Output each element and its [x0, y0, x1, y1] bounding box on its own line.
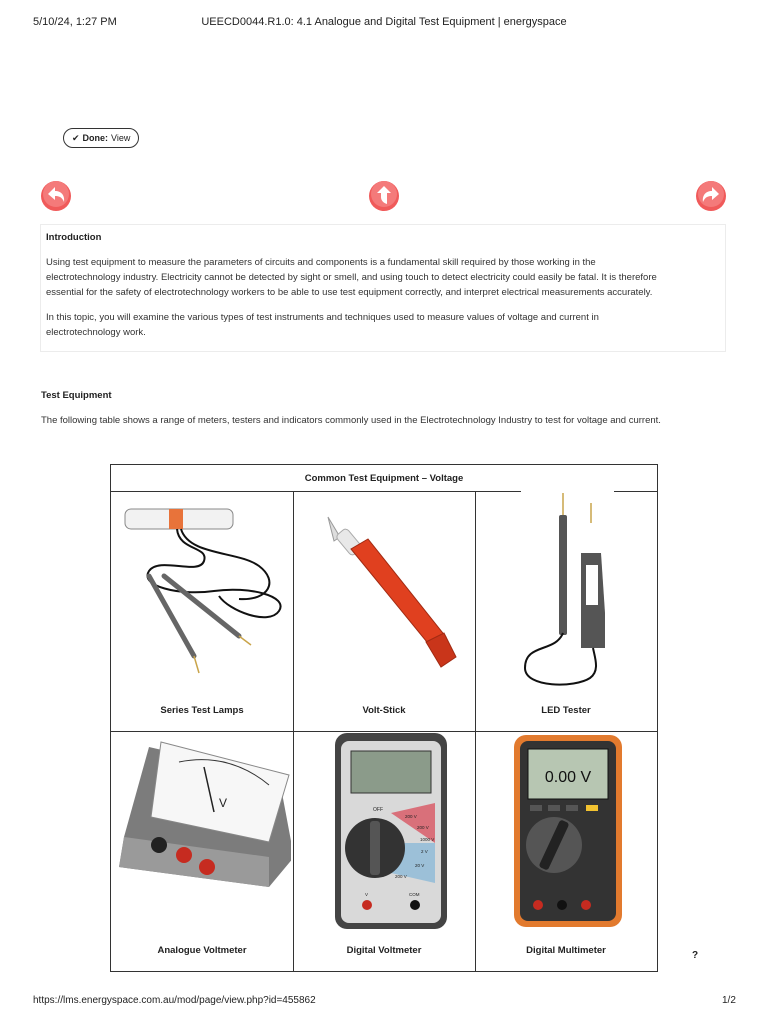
- table-divider: [475, 731, 476, 971]
- caption-digital-voltmeter: Digital Voltmeter: [346, 945, 422, 956]
- dvm-range-label: 1000 V: [420, 837, 435, 842]
- dvm-range-label: 20 V: [415, 863, 425, 868]
- completion-badge[interactable]: [63, 128, 139, 148]
- table-title: Common Test Equipment – Voltage: [304, 472, 464, 484]
- up-arrow-icon[interactable]: [368, 180, 400, 212]
- meter-unit-label: V: [219, 796, 228, 810]
- caption-volt-stick: Volt-Stick: [362, 705, 406, 716]
- dvm-range-label: 200 V: [405, 814, 417, 819]
- introduction-panel: [40, 224, 726, 352]
- done-value: View: [111, 133, 131, 143]
- series-test-lamps-image: [119, 501, 289, 676]
- table-divider: [475, 491, 476, 732]
- table-divider: [293, 731, 294, 971]
- footer-url: https://lms.energyspace.com.au/mod/page/view.php?id=455862: [33, 995, 316, 1006]
- page-title: UEECD0044.R1.0: 4.1 Analogue and Digital Test Equipment | energyspace: [201, 16, 567, 28]
- help-icon[interactable]: ?: [692, 950, 699, 961]
- dvm-off-label: OFF: [373, 807, 383, 813]
- back-arrow-icon[interactable]: [40, 180, 72, 212]
- forward-arrow-icon[interactable]: [695, 180, 727, 212]
- caption-series-test-lamps: Series Test Lamps: [160, 705, 244, 716]
- intro-paragraph-line: electrotechnology industry. Electricity cannot be detected by sight or smell, and using touch to detect electricity could easily be fatal. It is therefore: [46, 272, 657, 283]
- equipment-table: [110, 464, 658, 972]
- intro-paragraph-line: essential for the safety of electrotechnology workers to be able to use test equipment correctly, and interpret electrical measurements accurately.: [46, 287, 653, 298]
- digital-multimeter-image: [514, 735, 622, 927]
- intro-heading: Introduction: [46, 232, 102, 243]
- table-divider: [614, 491, 658, 492]
- check-icon: ✔: [72, 132, 80, 143]
- dvm-terminal-label: V: [365, 892, 369, 897]
- digital-voltmeter-image: [335, 733, 447, 929]
- table-divider: [111, 731, 657, 732]
- table-divider: [111, 491, 521, 492]
- caption-led-tester: LED Tester: [541, 705, 591, 716]
- led-tester-image: [515, 493, 635, 688]
- print-datetime: 5/10/24, 1:27 PM: [33, 16, 117, 28]
- volt-stick-image: [316, 507, 466, 677]
- caption-analogue-voltmeter: Analogue Voltmeter: [157, 945, 247, 956]
- multimeter-display: 0.00 V: [544, 769, 592, 786]
- footer-page-number: 1/2: [722, 995, 736, 1006]
- intro-paragraph-line: electrotechnology work.: [46, 327, 146, 338]
- dvm-range-label: 200 V: [417, 825, 429, 830]
- section-heading: Test Equipment: [41, 390, 112, 401]
- dvm-terminal-label: COM: [409, 892, 420, 897]
- intro-paragraph-line: In this topic, you will examine the various types of test instruments and techniques used to measure values of voltage and current in: [46, 312, 599, 323]
- caption-digital-multimeter: Digital Multimeter: [526, 945, 606, 956]
- analogue-voltmeter-image: [119, 737, 291, 897]
- done-label: Done:: [82, 133, 109, 143]
- section-description: The following table shows a range of meters, testers and indicators commonly used in the Electrotechnology Industry to test for voltage and current.: [41, 415, 661, 426]
- dvm-range-label: 200 V: [395, 874, 407, 879]
- intro-paragraph-line: Using test equipment to measure the parameters of circuits and components is a fundamental skill required by those working in the: [46, 257, 596, 268]
- table-divider: [293, 491, 294, 732]
- dvm-range-label: 2 V: [421, 849, 428, 854]
